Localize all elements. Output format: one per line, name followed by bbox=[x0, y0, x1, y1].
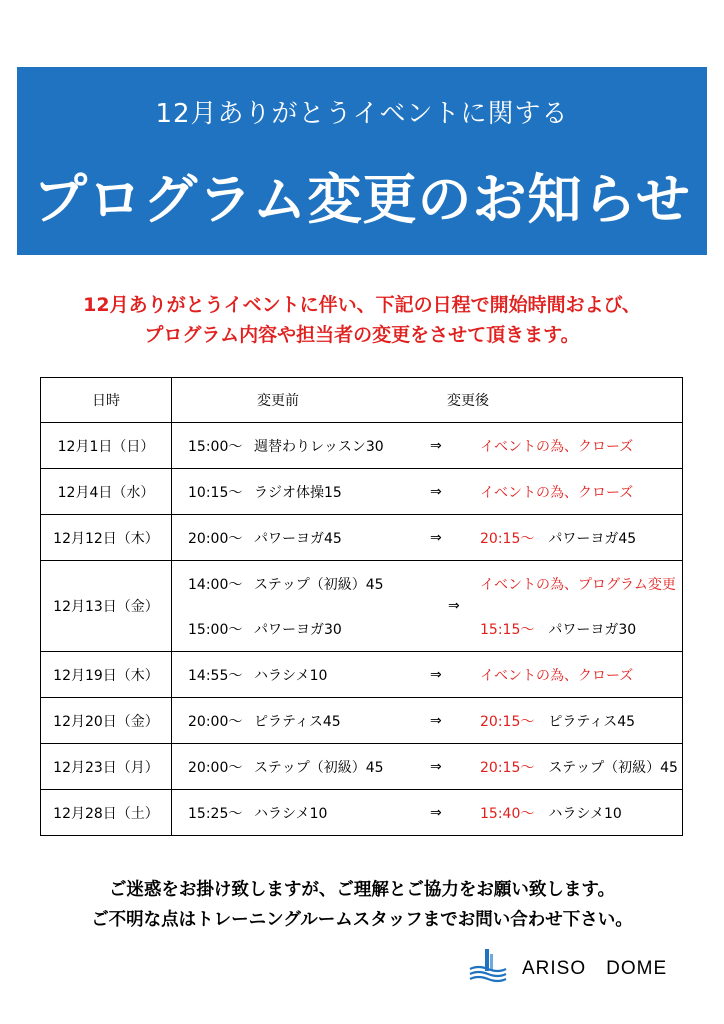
banner-subtitle: 12月ありがとうイベントに関する bbox=[155, 99, 569, 129]
ariso-dome-logo-icon bbox=[468, 948, 508, 984]
before-program: 週替わりレッスン30 bbox=[254, 438, 384, 455]
change-line bbox=[172, 469, 682, 514]
change-line bbox=[172, 423, 682, 468]
arrow-icon: ⇒ bbox=[448, 598, 460, 614]
before-program: ステップ（初級）45 bbox=[254, 576, 384, 593]
before-time: 14:55〜 bbox=[188, 667, 243, 684]
schedule-body bbox=[41, 423, 683, 836]
table-row bbox=[41, 515, 683, 561]
after-cell bbox=[480, 619, 682, 639]
title-banner bbox=[17, 67, 707, 255]
notice-text bbox=[0, 290, 724, 350]
brand bbox=[468, 948, 667, 984]
row-change bbox=[172, 423, 683, 469]
arrow-icon: ⇒ bbox=[430, 758, 442, 775]
after-program: パワーヨガ45 bbox=[548, 530, 637, 547]
row-change bbox=[172, 790, 683, 836]
row-date: 12月4日（水） bbox=[41, 469, 172, 515]
row-date: 12月13日（金） bbox=[41, 561, 172, 652]
before-time: 14:00〜 bbox=[188, 576, 243, 593]
table-row bbox=[41, 744, 683, 790]
after-cell bbox=[480, 711, 682, 731]
table-row bbox=[41, 423, 683, 469]
after-time: 20:15〜 bbox=[480, 713, 535, 730]
table-row bbox=[41, 698, 683, 744]
after-text: イベントの為、プログラム変更 bbox=[480, 576, 676, 593]
before-time: 10:15〜 bbox=[188, 484, 243, 501]
after-program: ハラシメ10 bbox=[548, 805, 622, 822]
after-cell bbox=[480, 482, 682, 502]
schedule-table bbox=[40, 377, 683, 836]
footer-line-1: ご迷惑をお掛け致しますが、ご理解とご協力をお願い致します。 bbox=[108, 880, 616, 900]
row-change bbox=[172, 652, 683, 698]
row-date: 12月1日（日） bbox=[41, 423, 172, 469]
change-line bbox=[172, 744, 682, 789]
row-change bbox=[172, 698, 683, 744]
change-line bbox=[172, 561, 682, 606]
after-cell bbox=[480, 665, 682, 685]
arrow-icon: ⇒ bbox=[430, 712, 442, 729]
row-date: 12月12日（木） bbox=[41, 515, 172, 561]
before-time: 15:00〜 bbox=[188, 621, 243, 638]
row-date: 12月19日（木） bbox=[41, 652, 172, 698]
after-program: ピラティス45 bbox=[548, 713, 636, 730]
change-line bbox=[172, 606, 682, 651]
after-text: イベントの為、クローズ bbox=[480, 438, 634, 455]
notice-line-2: プログラム内容や担当者の変更をさせて頂きます。 bbox=[144, 324, 580, 346]
row-change bbox=[172, 469, 683, 515]
brand-name: ARISO DOME bbox=[522, 957, 668, 979]
table-row bbox=[41, 790, 683, 836]
change-line bbox=[172, 652, 682, 697]
after-time: 20:15〜 bbox=[480, 759, 535, 776]
before-program: ハラシメ10 bbox=[254, 667, 328, 684]
row-date: 12月20日（金） bbox=[41, 698, 172, 744]
before-time: 20:00〜 bbox=[188, 759, 243, 776]
arrow-icon: ⇒ bbox=[430, 529, 442, 546]
header-after: 変更後 bbox=[447, 393, 489, 409]
before-program: ハラシメ10 bbox=[254, 805, 328, 822]
after-time: 15:40〜 bbox=[480, 805, 535, 822]
before-program: パワーヨガ30 bbox=[254, 621, 342, 638]
row-change bbox=[172, 744, 683, 790]
change-line bbox=[172, 515, 682, 560]
table-row bbox=[41, 561, 683, 652]
after-cell bbox=[480, 574, 682, 594]
arrow-icon: ⇒ bbox=[430, 483, 442, 500]
after-text: イベントの為、クローズ bbox=[480, 667, 634, 684]
before-time: 20:00〜 bbox=[188, 530, 243, 547]
before-program: ラジオ体操15 bbox=[254, 484, 342, 501]
header-date: 日時 bbox=[41, 378, 172, 423]
after-cell bbox=[480, 528, 682, 548]
before-time: 15:00〜 bbox=[188, 438, 243, 455]
after-program: ステップ（初級）45 bbox=[548, 759, 678, 776]
row-change bbox=[172, 515, 683, 561]
row-change bbox=[172, 561, 683, 652]
after-time: 20:15〜 bbox=[480, 530, 535, 547]
banner-title: プログラム変更のお知らせ bbox=[33, 168, 691, 231]
notice-line-1: 12月ありがとうイベントに伴い、下記の日程で開始時間および、 bbox=[83, 294, 641, 316]
after-cell bbox=[480, 436, 682, 456]
after-cell bbox=[480, 757, 682, 777]
arrow-icon: ⇒ bbox=[430, 666, 442, 683]
table-row bbox=[41, 469, 683, 515]
change-line bbox=[172, 790, 682, 835]
header-change bbox=[172, 378, 683, 423]
before-time: 15:25〜 bbox=[188, 805, 243, 822]
header-before: 変更前 bbox=[257, 393, 299, 409]
before-program: パワーヨガ45 bbox=[254, 530, 342, 547]
before-time: 20:00〜 bbox=[188, 713, 243, 730]
table-row bbox=[41, 652, 683, 698]
before-program: ピラティス45 bbox=[254, 713, 341, 730]
after-program: パワーヨガ30 bbox=[548, 621, 637, 638]
before-program: ステップ（初級）45 bbox=[254, 759, 384, 776]
after-text: イベントの為、クローズ bbox=[480, 484, 634, 501]
row-date: 12月23日（月） bbox=[41, 744, 172, 790]
after-time: 15:15〜 bbox=[480, 621, 535, 638]
row-date: 12月28日（土） bbox=[41, 790, 172, 836]
arrow-icon: ⇒ bbox=[430, 804, 442, 821]
table-header-row bbox=[41, 378, 683, 423]
change-line bbox=[172, 698, 682, 743]
footer-text bbox=[0, 875, 724, 935]
arrow-icon: ⇒ bbox=[430, 437, 442, 454]
after-cell bbox=[480, 803, 682, 823]
footer-line-2: ご不明な点はトレーニングルームスタッフまでお問い合わせ下さい。 bbox=[91, 910, 633, 930]
